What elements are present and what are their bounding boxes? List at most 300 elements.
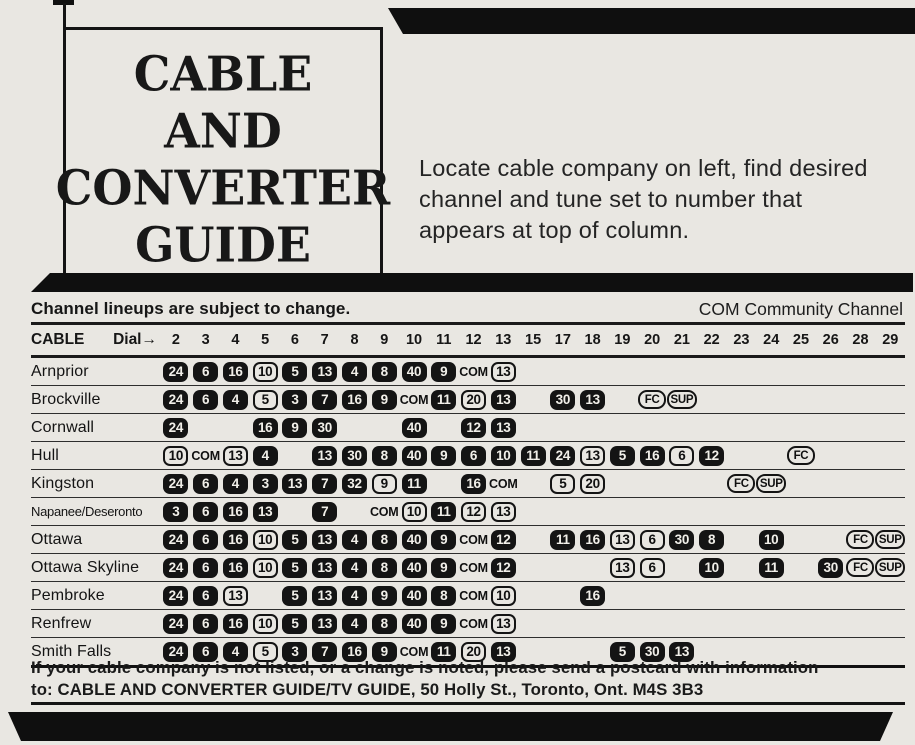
- channel-cell: [607, 558, 637, 578]
- channel-cell: [161, 558, 191, 578]
- channel-cell: [221, 474, 251, 494]
- channel-badge-filled: 40: [402, 558, 427, 578]
- channel-cell: [518, 390, 548, 410]
- channel-badge-filled: 16: [580, 586, 605, 606]
- cable-company-name: Napanee/Deseronto: [31, 504, 143, 519]
- channel-badge-filled: 6: [193, 558, 218, 578]
- channel-cell: [518, 502, 548, 522]
- channel-cell: [459, 362, 489, 382]
- channel-badge-filled: 16: [342, 642, 367, 662]
- channel-cell: [637, 418, 667, 438]
- channel-badge-filled: 13: [491, 418, 516, 438]
- channel-cell: [756, 418, 786, 438]
- channel-badge-filled: 6: [193, 502, 218, 522]
- channel-cell: [340, 614, 370, 634]
- dial-column-header: 15: [525, 332, 542, 348]
- channel-cell: [637, 614, 667, 634]
- channel-cell: [578, 614, 608, 634]
- channel-badge-filled: 13: [312, 530, 337, 550]
- channel-cell: [727, 362, 757, 382]
- channel-cell: [369, 502, 399, 522]
- channel-badge-filled: 8: [372, 558, 397, 578]
- cable-company-name: Ottawa Skyline: [31, 558, 140, 576]
- channel-cell: [340, 502, 370, 522]
- channel-cell: [340, 362, 370, 382]
- channel-cell: [637, 586, 667, 606]
- channel-cell: [607, 446, 637, 466]
- channel-cell: [310, 362, 340, 382]
- channel-cell: [756, 446, 786, 466]
- channel-badge-filled: 7: [312, 642, 337, 662]
- channel-badge-filled: 11: [402, 474, 427, 494]
- channel-cell: [786, 446, 816, 466]
- channel-badge-filled: 24: [163, 390, 188, 410]
- channel-badge-filled: 16: [223, 558, 248, 578]
- channel-cell: [667, 586, 697, 606]
- channel-cell: [875, 362, 905, 382]
- channel-cell: [786, 390, 816, 410]
- dial-header-columns: [161, 332, 905, 348]
- channel-badge-filled: 30: [669, 530, 694, 550]
- row-cells: [161, 586, 905, 606]
- channel-badge-filled: 16: [223, 362, 248, 382]
- usage-instructions: Locate cable company on left, find desired channel and tune set to number that appears at top of column.: [419, 155, 868, 243]
- channel-cell: [280, 418, 310, 438]
- channel-cell: [607, 362, 637, 382]
- channel-cell: [667, 502, 697, 522]
- channel-badge-filled: 8: [372, 614, 397, 634]
- channel-badge-filled: 5: [610, 642, 635, 662]
- channel-badge-filled: 24: [163, 418, 188, 438]
- channel-cell: [846, 558, 876, 578]
- dial-column-header: 17: [554, 332, 571, 348]
- channel-badge-outlined: 20: [461, 642, 486, 662]
- channel-badge-filled: 3: [282, 642, 307, 662]
- channel-cell: [518, 446, 548, 466]
- channel-badge-outlined: FC: [638, 390, 666, 409]
- channel-badge-filled: 8: [372, 446, 397, 466]
- channel-cell: [399, 362, 429, 382]
- com-text: COM: [459, 560, 488, 575]
- dial-column-header: 25: [792, 332, 810, 348]
- notice-row: [31, 297, 903, 321]
- channel-cell: [280, 530, 310, 550]
- channel-cell: [816, 530, 846, 550]
- channel-cell: [191, 418, 221, 438]
- channel-badge-outlined: 6: [640, 558, 665, 578]
- channel-cell: [191, 390, 221, 410]
- channel-cell: [697, 530, 727, 550]
- channel-badge-outlined: SUP: [875, 558, 905, 577]
- channel-cell: [221, 446, 251, 466]
- channel-cell: [399, 474, 429, 494]
- channel-badge-filled: 9: [372, 586, 397, 606]
- dial-column-header: 11: [436, 332, 452, 348]
- com-text: COM: [399, 644, 429, 659]
- channel-cell: [429, 474, 459, 494]
- channel-badge-filled: 12: [491, 530, 516, 550]
- channel-cell: [727, 474, 757, 494]
- channel-cell: [727, 502, 757, 522]
- dial-column-header: 20: [644, 332, 661, 348]
- channel-cell: [459, 474, 489, 494]
- channel-cell: [816, 474, 846, 494]
- dial-column-header: 22: [703, 332, 720, 348]
- channel-badge-filled: 13: [669, 642, 694, 662]
- channel-cell: [250, 418, 280, 438]
- channel-badge-filled: 5: [282, 586, 307, 606]
- channel-cell: [578, 362, 608, 382]
- com-text: COM: [369, 504, 399, 519]
- channel-badge-outlined: SUP: [756, 474, 786, 493]
- channel-cell: [756, 474, 786, 494]
- channel-badge-outlined: 6: [669, 446, 694, 466]
- channel-cell: [548, 418, 578, 438]
- channel-cell: [548, 390, 578, 410]
- channel-cell: [637, 390, 667, 410]
- page-title-line: GUIDE: [135, 216, 311, 274]
- channel-cell: [488, 502, 518, 522]
- channel-cell: [816, 446, 846, 466]
- channel-cell: [846, 614, 876, 634]
- channel-cell: [250, 614, 280, 634]
- cable-company-name: Smith Falls: [31, 642, 112, 660]
- com-text: COM: [191, 448, 220, 463]
- channel-badge-outlined: SUP: [667, 390, 697, 409]
- channel-badge-filled: 7: [312, 502, 337, 522]
- channel-badge-filled: 30: [342, 446, 367, 466]
- channel-cell: [221, 530, 251, 550]
- channel-badge-filled: 24: [163, 558, 188, 578]
- channel-cell: [667, 362, 697, 382]
- channel-cell: [250, 474, 280, 494]
- channel-badge-filled: 13: [312, 586, 337, 606]
- channel-cell: [875, 446, 905, 466]
- channel-cell: [399, 390, 429, 410]
- channel-cell: [310, 530, 340, 550]
- dial-column-header: 7: [320, 332, 329, 348]
- channel-cell: [191, 530, 221, 550]
- channel-cell: [578, 474, 608, 494]
- channel-cell: [578, 390, 608, 410]
- channel-cell: [756, 614, 786, 634]
- channel-cell: [607, 418, 637, 438]
- table-row: [31, 442, 905, 470]
- channel-badge-filled: 30: [818, 558, 843, 578]
- channel-badge-filled: 11: [521, 446, 546, 466]
- channel-badge-filled: 11: [550, 530, 575, 550]
- bottom-decorative-bar: [8, 712, 893, 741]
- channel-cell: [786, 502, 816, 522]
- channel-badge-outlined: 10: [253, 614, 278, 634]
- dial-column-header: 23: [733, 332, 750, 348]
- channel-badge-filled: 8: [431, 586, 456, 606]
- channel-cell: [459, 502, 489, 522]
- channel-cell: [399, 446, 429, 466]
- channel-badge-filled: 8: [372, 362, 397, 382]
- channel-badge-filled: 12: [699, 446, 724, 466]
- channel-badge-filled: 13: [312, 558, 337, 578]
- channel-cell: [875, 586, 905, 606]
- channel-cell: [816, 586, 846, 606]
- channel-badge-filled: 5: [282, 558, 307, 578]
- channel-cell: [161, 362, 191, 382]
- cable-company-name: Brockville: [31, 390, 101, 408]
- channel-badge-outlined: 5: [253, 642, 278, 662]
- channel-badge-filled: 9: [372, 390, 397, 410]
- page-title-line: CONVERTER: [55, 159, 391, 217]
- channel-cell: [221, 502, 251, 522]
- channel-cell: [846, 446, 876, 466]
- channel-badge-outlined: 9: [372, 474, 397, 494]
- channel-cell: [250, 362, 280, 382]
- channel-cell: [548, 586, 578, 606]
- channel-cell: [280, 614, 310, 634]
- table-row: [31, 470, 905, 498]
- channel-cell: [786, 362, 816, 382]
- channel-badge-outlined: 10: [163, 446, 188, 466]
- channel-badge-filled: 4: [342, 558, 367, 578]
- channel-cell: [697, 614, 727, 634]
- channel-table: [31, 322, 905, 668]
- channel-badge-outlined: FC: [787, 446, 815, 465]
- channel-badge-filled: 6: [461, 446, 486, 466]
- channel-cell: [221, 418, 251, 438]
- channel-cell: [846, 530, 876, 550]
- channel-cell: [488, 446, 518, 466]
- channel-badge-outlined: 10: [491, 586, 516, 606]
- dial-column-header: 13: [495, 332, 512, 348]
- channel-cell: [875, 530, 905, 550]
- cable-company-name: Pembroke: [31, 586, 105, 604]
- cable-company-name: Cornwall: [31, 418, 95, 436]
- page-title-line: AND: [164, 102, 282, 160]
- channel-cell: [637, 474, 667, 494]
- channel-cell: [548, 474, 578, 494]
- channel-cell: [488, 474, 518, 494]
- channel-badge-filled: 16: [342, 390, 367, 410]
- channel-cell: [846, 362, 876, 382]
- dial-column-header: 8: [350, 332, 359, 348]
- channel-cell: [399, 586, 429, 606]
- channel-cell: [697, 418, 727, 438]
- channel-cell: [727, 558, 757, 578]
- channel-cell: [429, 614, 459, 634]
- channel-cell: [250, 502, 280, 522]
- channel-cell: [250, 446, 280, 466]
- table-row: [31, 358, 905, 386]
- channel-cell: [310, 474, 340, 494]
- channel-cell: [280, 502, 310, 522]
- channel-cell: [429, 530, 459, 550]
- channel-cell: [518, 614, 548, 634]
- channel-badge-filled: 4: [342, 614, 367, 634]
- channel-cell: [429, 418, 459, 438]
- lineup-change-notice: Channel lineups are subject to change.: [31, 299, 351, 318]
- channel-cell: [518, 474, 548, 494]
- channel-badge-filled: 9: [431, 614, 456, 634]
- channel-cell: [756, 530, 786, 550]
- channel-badge-filled: 40: [402, 586, 427, 606]
- channel-cell: [459, 586, 489, 606]
- cable-company-name: Arnprior: [31, 362, 89, 380]
- channel-badge-filled: 7: [312, 390, 337, 410]
- channel-badge-filled: 16: [223, 614, 248, 634]
- channel-badge-filled: 24: [163, 586, 188, 606]
- channel-cell: [667, 614, 697, 634]
- channel-cell: [875, 614, 905, 634]
- channel-cell: [488, 418, 518, 438]
- table-row: [31, 414, 905, 442]
- channel-badge-outlined: SUP: [875, 530, 905, 549]
- row-cells: [161, 390, 905, 410]
- channel-cell: [875, 502, 905, 522]
- channel-cell: [280, 474, 310, 494]
- channel-badge-filled: 5: [282, 530, 307, 550]
- channel-cell: [637, 362, 667, 382]
- channel-badge-filled: 40: [402, 418, 427, 438]
- channel-cell: [697, 474, 727, 494]
- channel-badge-outlined: 10: [253, 558, 278, 578]
- channel-cell: [369, 362, 399, 382]
- channel-cell: [875, 390, 905, 410]
- channel-cell: [369, 390, 399, 410]
- channel-badge-filled: 13: [491, 642, 516, 662]
- row-cells: [161, 418, 905, 438]
- channel-cell: [578, 530, 608, 550]
- channel-cell: [369, 586, 399, 606]
- channel-badge-filled: 24: [163, 642, 188, 662]
- channel-cell: [250, 390, 280, 410]
- channel-cell: [369, 530, 399, 550]
- channel-cell: [340, 418, 370, 438]
- row-cells: [161, 362, 905, 382]
- channel-cell: [399, 502, 429, 522]
- channel-cell: [488, 614, 518, 634]
- dial-column-header: 10: [405, 332, 423, 348]
- channel-badge-filled: 12: [461, 418, 486, 438]
- channel-cell: [786, 558, 816, 578]
- row-cells: [161, 530, 905, 550]
- channel-cell: [727, 530, 757, 550]
- channel-cell: [340, 474, 370, 494]
- channel-cell: [459, 558, 489, 578]
- channel-cell: [756, 362, 786, 382]
- channel-badge-filled: 6: [193, 586, 218, 606]
- channel-badge-filled: 4: [342, 530, 367, 550]
- channel-badge-filled: 7: [312, 474, 337, 494]
- channel-badge-filled: 4: [223, 390, 248, 410]
- row-cells: [161, 558, 905, 578]
- channel-cell: [697, 558, 727, 578]
- channel-cell: [340, 530, 370, 550]
- channel-cell: [548, 530, 578, 550]
- table-row: [31, 554, 905, 582]
- dial-column-header: 29: [882, 332, 899, 348]
- cable-company-name: Renfrew: [31, 614, 92, 632]
- channel-badge-outlined: FC: [727, 474, 755, 493]
- channel-badge-outlined: 5: [253, 390, 278, 410]
- channel-cell: [161, 586, 191, 606]
- channel-cell: [548, 614, 578, 634]
- footer-line: to: CABLE AND CONVERTER GUIDE/TV GUIDE, 50 Holly St., Toronto, Ont. M4S 3B3: [31, 679, 704, 699]
- channel-cell: [399, 530, 429, 550]
- channel-cell: [727, 390, 757, 410]
- channel-cell: [786, 614, 816, 634]
- channel-badge-filled: 11: [431, 642, 456, 662]
- dial-column-header: 9: [380, 332, 389, 348]
- channel-badge-filled: 9: [431, 362, 456, 382]
- channel-cell: [578, 586, 608, 606]
- channel-cell: [727, 418, 757, 438]
- channel-cell: [488, 530, 518, 550]
- channel-cell: [846, 390, 876, 410]
- channel-cell: [310, 418, 340, 438]
- channel-cell: [369, 418, 399, 438]
- channel-cell: [221, 614, 251, 634]
- channel-badge-outlined: 20: [580, 474, 605, 494]
- channel-badge-filled: 13: [491, 390, 516, 410]
- channel-cell: [607, 474, 637, 494]
- channel-cell: [161, 614, 191, 634]
- channel-badge-filled: 9: [372, 642, 397, 662]
- channel-cell: [816, 614, 846, 634]
- footer-rule: [31, 702, 905, 705]
- channel-cell: [191, 502, 221, 522]
- dial-column-header: 18: [584, 332, 601, 348]
- channel-cell: [607, 390, 637, 410]
- channel-badge-filled: 5: [610, 446, 635, 466]
- page-title-line: CABLE: [133, 45, 313, 103]
- channel-cell: [578, 418, 608, 438]
- channel-cell: [310, 502, 340, 522]
- channel-cell: [369, 558, 399, 578]
- channel-cell: [846, 418, 876, 438]
- channel-badge-filled: 16: [223, 502, 248, 522]
- channel-cell: [578, 502, 608, 522]
- channel-cell: [667, 418, 697, 438]
- channel-badge-filled: 3: [282, 390, 307, 410]
- channel-cell: [697, 502, 727, 522]
- channel-badge-filled: 6: [193, 642, 218, 662]
- channel-cell: [369, 446, 399, 466]
- dial-column-header: 2: [171, 332, 180, 348]
- top-decorative-bar: [388, 8, 915, 34]
- dial-column-header: 24: [763, 332, 780, 348]
- channel-badge-filled: 13: [580, 390, 605, 410]
- footer-line: If your cable company is not listed, or a change is noted, please send a postcard with information: [31, 658, 819, 677]
- channel-cell: [191, 558, 221, 578]
- channel-cell: [667, 558, 697, 578]
- channel-badge-outlined: 10: [402, 502, 427, 522]
- channel-cell: [637, 502, 667, 522]
- dial-column-header: 3: [201, 332, 210, 348]
- dial-column-header: 4: [231, 332, 240, 348]
- table-body: [31, 358, 905, 668]
- channel-badge-filled: 9: [431, 530, 456, 550]
- channel-cell: [429, 446, 459, 466]
- com-legend: COM Community Channel: [698, 298, 903, 319]
- channel-badge-filled: 11: [759, 558, 784, 578]
- channel-cell: [221, 558, 251, 578]
- channel-cell: [875, 474, 905, 494]
- channel-cell: [518, 418, 548, 438]
- channel-badge-filled: 24: [163, 614, 188, 634]
- dial-arrow-label: Dial→: [113, 331, 157, 348]
- cable-company-name: Hull: [31, 446, 59, 464]
- channel-cell: [518, 558, 548, 578]
- channel-badge-filled: 4: [223, 642, 248, 662]
